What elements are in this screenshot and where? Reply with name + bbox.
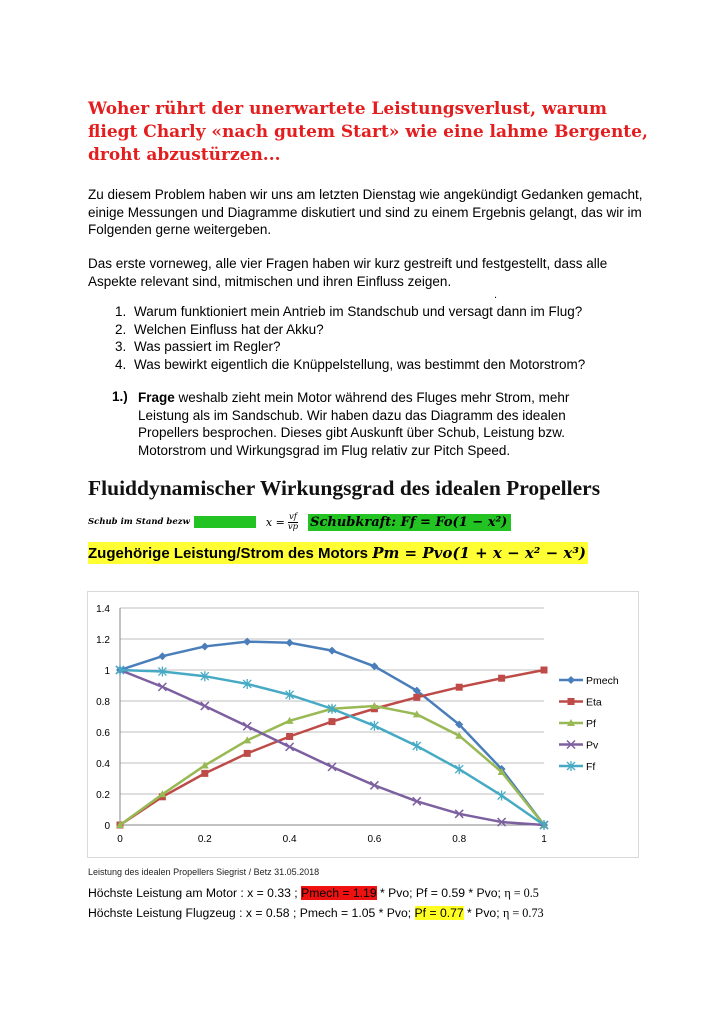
legend-label-eta: Eta bbox=[586, 696, 602, 709]
x-tick-label: 0.6 bbox=[367, 834, 382, 845]
y-tick-label: 0 bbox=[104, 821, 110, 832]
schub-label: Schub im Stand bezw bbox=[88, 517, 190, 527]
result-plane-eta: η = 0.73 bbox=[502, 906, 544, 920]
chart-caption: Leistung des idealen Propellers Siegrist / Betz 31.05.2018 bbox=[88, 867, 320, 877]
y-tick-label: 0.4 bbox=[96, 759, 110, 770]
frage-text: weshalb zieht mein Motor während des Fluges mehr Strom, mehr Leistung als im Sandschub. Wir haben dazu das Diagramm des idealen Propellers besprochen. Dieses gibt Auskunft über Schub, Leistung bzw. Motorstrom und Wirkungsgrad im Flug relativ zur Pitch Speed. bbox=[138, 390, 570, 458]
x-fraction bbox=[288, 513, 298, 532]
legend-label-pf: Pf bbox=[586, 718, 596, 730]
thrust-formula: Schubkraft: Ff = Fo(1 − x²) bbox=[308, 514, 511, 531]
question-item: 1. Warum funktioniert mein Antrieb im Standschub und versagt dann im Flug? bbox=[130, 303, 690, 321]
question-item: 3. Was passiert im Regler? bbox=[130, 338, 690, 356]
fraction-numerator: vf bbox=[288, 511, 297, 522]
data-point-eta bbox=[498, 675, 505, 682]
data-point-eta bbox=[329, 718, 336, 725]
data-point-eta bbox=[201, 770, 208, 777]
frage-bold: Frage bbox=[138, 390, 175, 405]
intro-paragraph: Zu diesem Problem haben wir uns am letzten Dienstag wie angekündigt Gedanken gemacht, einige Messungen und Diagramme diskutiert und sind zu einem Ergebnis gelangt, das wir im Folgenden gerne weitergeben. bbox=[88, 187, 643, 237]
result-plane-mid: * Pvo; bbox=[463, 906, 503, 920]
propeller-chart bbox=[87, 591, 639, 858]
series-line-pmech bbox=[120, 642, 544, 825]
legend-marker-eta bbox=[568, 698, 575, 705]
power-formula-line bbox=[88, 542, 588, 564]
data-point-eta bbox=[541, 667, 548, 674]
y-tick-label: 1.4 bbox=[96, 604, 110, 615]
x-tick-label: 0 bbox=[117, 834, 123, 845]
legend-label-ff: Ff bbox=[586, 761, 596, 773]
green-highlight-box bbox=[194, 516, 256, 528]
x-tick-label: 1 bbox=[541, 834, 547, 845]
legend-label-pmech: Pmech bbox=[586, 675, 619, 687]
stray-dot: . bbox=[494, 289, 498, 301]
summary-paragraph: Das erste vorneweg, alle vier Fragen haben wir kurz gestreift und festgestellt, dass alle Aspekte relevant sind, mitmischen und ihren Einfluss zeigen. bbox=[88, 256, 608, 289]
data-point-ff bbox=[498, 791, 506, 801]
question-list bbox=[88, 303, 690, 373]
y-tick-label: 0.8 bbox=[96, 697, 110, 708]
question-item: 2. Welchen Einfluss hat der Akku? bbox=[130, 321, 690, 339]
data-point-eta bbox=[244, 750, 251, 757]
page-heading: Woher rührt der unerwartete Leistungsverlust, warum fliegt Charly «nach gutem Start» wie eine lahme Bergente, droht abzustürzen... bbox=[88, 99, 648, 165]
x-tick-label: 0.4 bbox=[282, 834, 297, 845]
x-tick-label: 0.2 bbox=[197, 834, 212, 845]
data-point-eta bbox=[286, 733, 293, 740]
data-point-pmech bbox=[328, 647, 336, 655]
data-point-pmech bbox=[286, 639, 294, 647]
result-motor-prefix: Höchste Leistung am Motor : x = 0.33 ; bbox=[88, 886, 302, 900]
x-equals: x = bbox=[265, 515, 285, 529]
section-title: Fluiddynamischer Wirkungsgrad des idealen Propellers bbox=[88, 476, 601, 500]
thrust-formula-row bbox=[88, 510, 511, 534]
data-point-eta bbox=[456, 684, 463, 691]
pf-highlight: Pf = 0.77 bbox=[414, 906, 464, 920]
result-motor-mid: * Pvo; Pf = 0.59 * Pvo; bbox=[376, 886, 505, 900]
x-tick-label: 0.8 bbox=[452, 834, 467, 845]
frage-number: 1.) bbox=[112, 389, 128, 404]
frage-paragraph bbox=[138, 389, 618, 459]
y-tick-label: 1.2 bbox=[96, 635, 110, 646]
fraction-denominator: vp bbox=[287, 521, 299, 532]
result-motor-line bbox=[88, 886, 539, 901]
question-item: 4. Was bewirkt eigentlich die Knüppelstellung, was bestimmt den Motorstrom? bbox=[130, 356, 690, 374]
power-label: Zugehörige Leistung/Strom des Motors bbox=[88, 545, 373, 562]
power-formula: Pm = Pvo(1 + x − x² − x³) bbox=[372, 544, 586, 562]
result-plane-prefix: Höchste Leistung Flugzeug : x = 0.58 ; Pmech = 1.05 * Pvo; bbox=[88, 906, 415, 920]
pmech-highlight: Pmech = 1.19 bbox=[301, 886, 377, 900]
data-point-pmech bbox=[201, 642, 209, 650]
legend-marker-pmech bbox=[567, 676, 575, 684]
chart-svg bbox=[88, 592, 638, 857]
y-tick-label: 1 bbox=[104, 666, 110, 677]
data-point-ff bbox=[455, 764, 463, 774]
data-point-eta bbox=[413, 694, 420, 701]
result-plane-line bbox=[88, 906, 544, 921]
legend-label-pv: Pv bbox=[586, 739, 599, 752]
y-tick-label: 0.6 bbox=[96, 728, 110, 739]
x-definition bbox=[266, 513, 298, 532]
result-motor-eta: η = 0.5 bbox=[504, 886, 539, 900]
data-point-pmech bbox=[158, 652, 166, 660]
y-tick-label: 0.2 bbox=[96, 790, 110, 801]
